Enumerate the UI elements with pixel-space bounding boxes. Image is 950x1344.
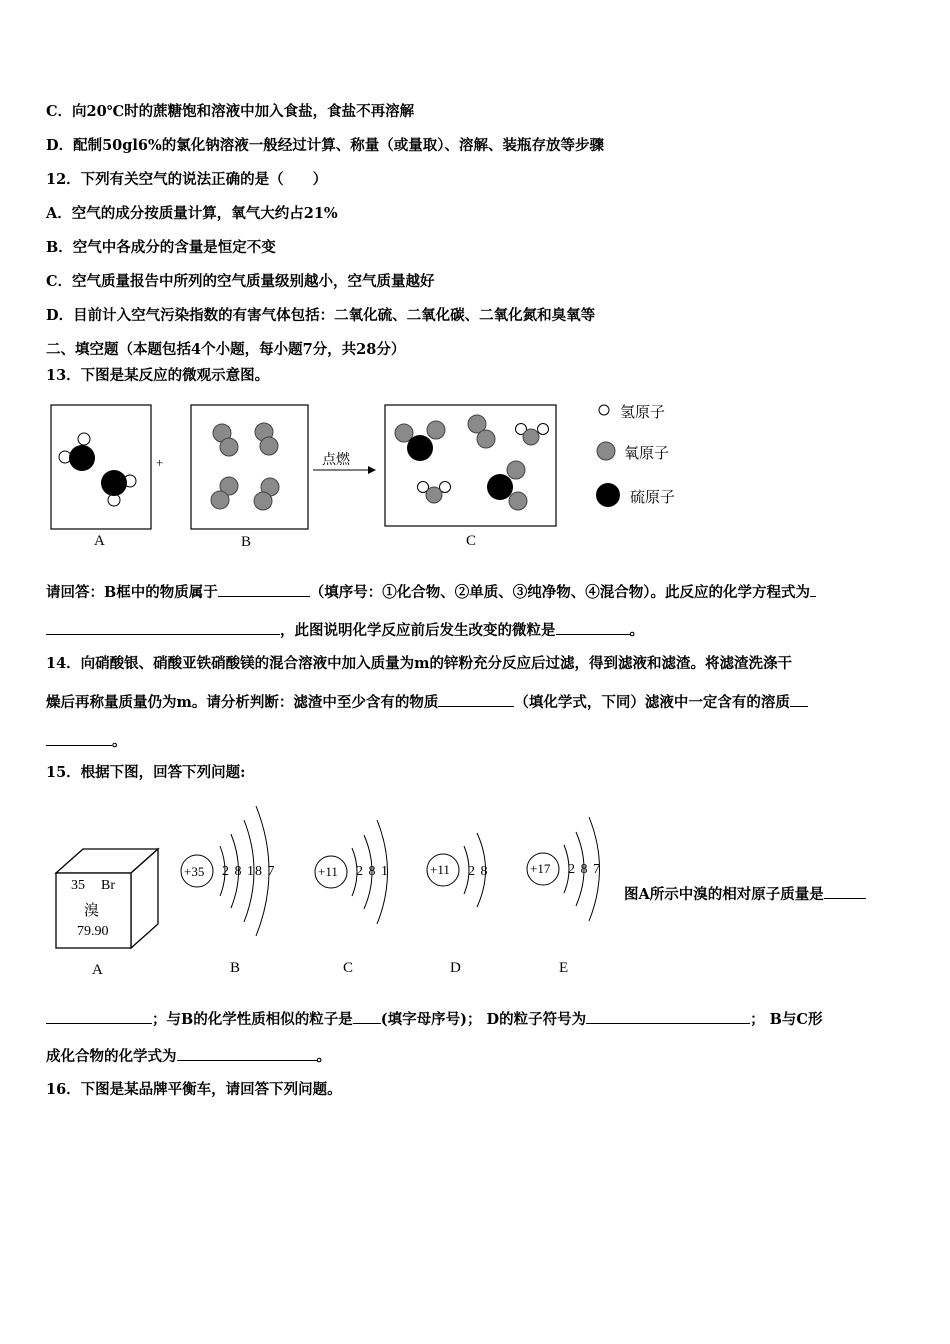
answer-blank[interactable] <box>177 1046 317 1061</box>
element-number: 35 <box>71 878 85 893</box>
plus-sign: + <box>156 455 164 470</box>
answer-blank[interactable] <box>824 884 866 899</box>
section-heading: 二、填空题（本题包括4个小题，每小题7分，共28分） <box>46 341 406 358</box>
element-mass: 79.90 <box>77 924 109 939</box>
caption-c: C <box>343 960 354 976</box>
caption-d: D <box>450 960 461 976</box>
legend-sulfur: 硫原子 <box>630 488 676 506</box>
q15-answer-line-2: 成化合物的化学式为 。 <box>46 1048 331 1065</box>
question-12: 12．下列有关空气的说法正确的是（ ） <box>46 171 328 188</box>
caption-a: A <box>94 533 105 549</box>
question-13: 13．下图是某反应的微观示意图。 <box>46 367 270 384</box>
q13-answer-line-1: 请回答：B框中的物质属于 （填序号：①化合物、②单质、③纯净物、④混合物）。此反应的化学方程式为 <box>46 582 816 603</box>
caption-a: A <box>92 962 103 978</box>
caption-c: C <box>466 533 477 549</box>
legend-hydrogen: 氢原子 <box>620 403 666 421</box>
caption-b: B <box>241 534 252 550</box>
answer-blank[interactable] <box>46 1009 152 1024</box>
q12-option-b: B．空气中各成分的含量是恒定不变 <box>46 239 276 256</box>
q14-answer-line: 燥后再称量质量仍为m。请分析判断：滤渣中至少含有的物质 （填化学式，下同）滤液中一定含有的溶质 <box>46 692 808 713</box>
shells-c: 2 8 1 <box>356 864 389 879</box>
answer-blank[interactable] <box>353 1009 381 1024</box>
nucleus-d-label: +11 <box>430 862 450 877</box>
q12-option-d: D．目前计入空气污染指数的有害气体包括：二氧化硫、二氧化碳、二氧化氮和臭氧等 <box>46 307 596 324</box>
shells-e: 2 8 7 <box>568 862 601 877</box>
nucleus-e-label: +17 <box>530 861 551 876</box>
q13-answer-line-2: ，此图说明化学反应前后发生改变的微粒是 。 <box>46 620 644 641</box>
shells-b: 2 8 18 7 <box>222 864 276 879</box>
q15-answer-line-1: ；与B的化学性质相似的粒子是 (填字母序号)； D的粒子符号为 ； B与C形 <box>46 1009 822 1030</box>
legend-oxygen: 氧原子 <box>624 444 670 462</box>
nucleus-c-label: +11 <box>318 864 338 879</box>
caption-b: B <box>230 960 241 976</box>
q15-side-text: 图A所示中溴的相对原子质量是 <box>624 884 866 905</box>
q12-option-c: C．空气质量报告中所列的空气质量级别越小，空气质量越好 <box>46 273 435 290</box>
shells-d: 2 8 <box>468 864 489 879</box>
question-14: 14．向硝酸银、硝酸亚铁硝酸镁的混合溶液中加入质量为m的锌粉充分反应后过滤，得到滤液和滤渣。将滤渣洗涤干 <box>46 655 793 672</box>
q14-answer-line-2: 。 <box>46 731 127 752</box>
element-name: 溴 <box>84 901 100 919</box>
answer-blank[interactable] <box>586 1009 750 1024</box>
arrow-label: 点燃 <box>322 452 350 468</box>
question-15: 15．根据下图，回答下列问题: <box>46 764 246 781</box>
element-symbol: Br <box>101 878 115 893</box>
question-16: 16．下图是某品牌平衡车，请回答下列问题。 <box>46 1081 342 1098</box>
caption-e: E <box>559 960 569 976</box>
nucleus-b-label: +35 <box>184 864 205 879</box>
q12-option-a: A．空气的成分按质量计算，氧气大约占21% <box>46 205 338 222</box>
option-d-line: D．配制50gl6%的氯化钠溶液一般经过计算、称量（或量取）、溶解、装瓶存放等步骤 <box>46 137 605 154</box>
option-c-line: C．向20℃时的蔗糖饱和溶液中加入食盐，食盐不再溶解 <box>46 103 415 120</box>
